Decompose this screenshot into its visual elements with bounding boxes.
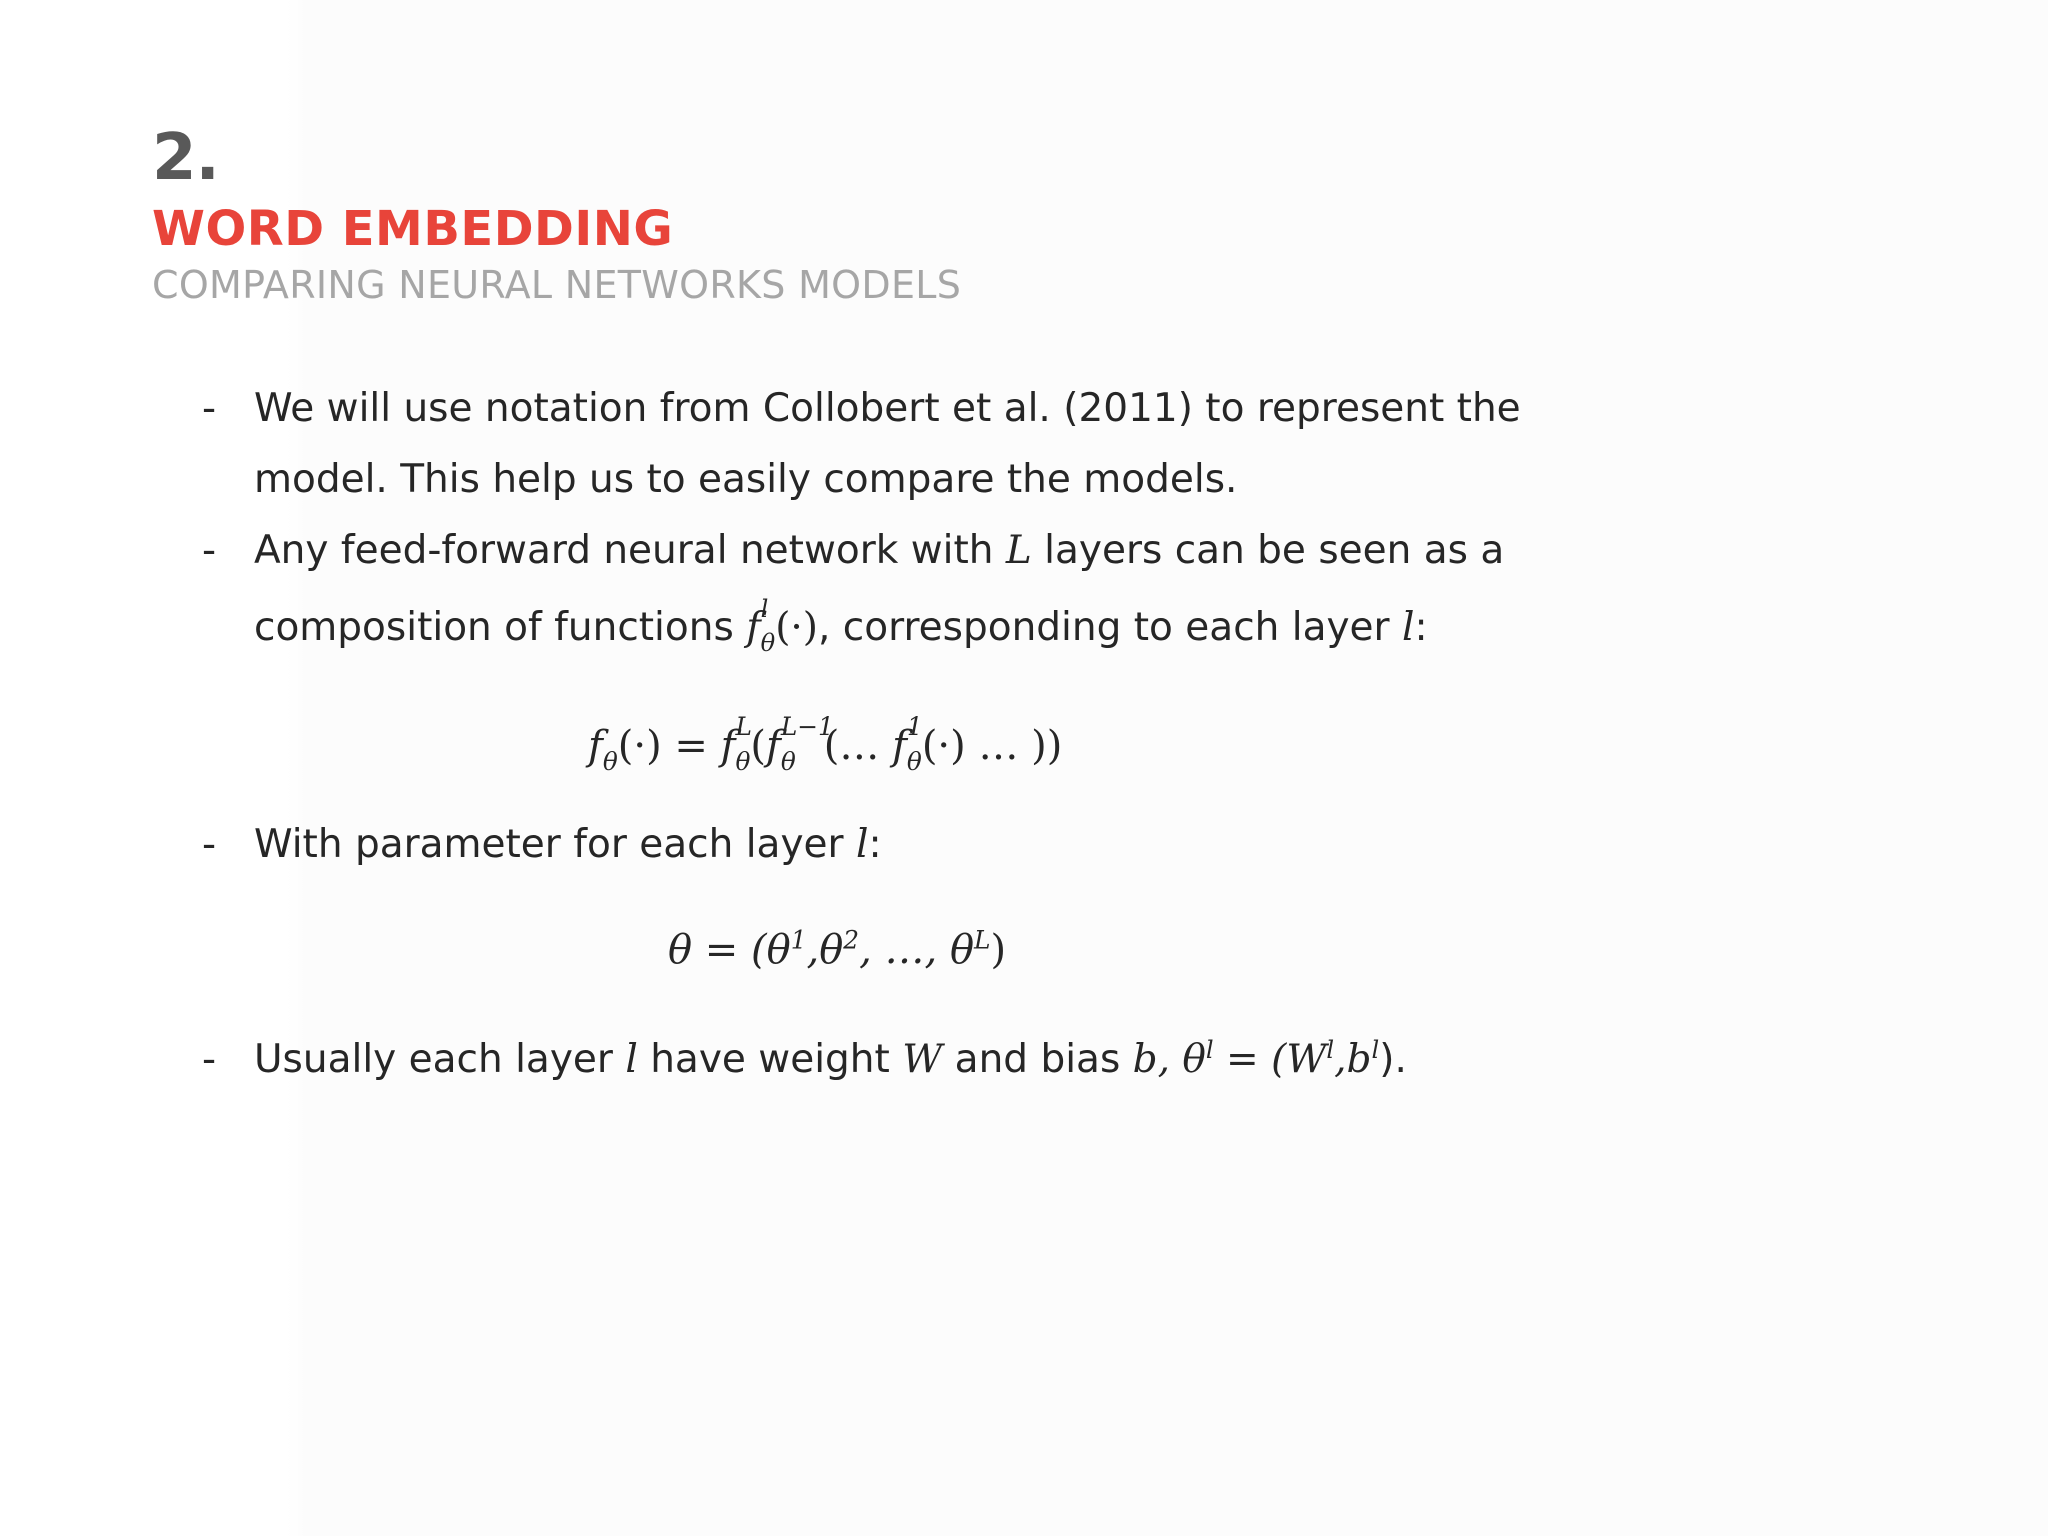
math-var-l: l (855, 822, 869, 867)
math-var-W: W (902, 1037, 943, 1082)
math-sup: 2 (843, 925, 860, 955)
math-f: f (720, 723, 736, 769)
section-title: WORD EMBEDDING (152, 201, 674, 257)
bullet-2-line-1 (254, 515, 1554, 587)
math-text: = (W (1213, 1037, 1327, 1082)
bullet-1-line-2: model. This help us to easily compare the models. (254, 457, 1238, 502)
bullet-dash: - (202, 822, 217, 867)
section-number: 2. (152, 121, 219, 195)
math-sup: l (1326, 1036, 1335, 1064)
equation-parameters (668, 920, 1006, 980)
math-sup: 1 (790, 925, 807, 955)
bullet-4-line (254, 1024, 1554, 1096)
text: have weight (637, 1037, 903, 1082)
math-sup: L (974, 925, 991, 955)
text: ). (1379, 1037, 1407, 1082)
math-f: f (766, 723, 781, 769)
math-var-l: l (625, 1037, 638, 1082)
math-sup: l (1371, 1036, 1380, 1064)
math-text: ,b (1334, 1037, 1372, 1082)
text: : (1414, 605, 1428, 650)
math-text: , …, θ (859, 927, 975, 973)
math-text: ) (990, 927, 1007, 973)
math-arg: (·) … )) (921, 723, 1063, 769)
text: : (868, 822, 882, 867)
math-text: ,θ (806, 927, 844, 973)
math-var-l: l (1402, 605, 1415, 650)
bullet-dash: - (202, 386, 217, 431)
bullet-1-line-1: We will use notation from Collobert et al. (2011) to represent the (254, 386, 1521, 431)
math-sup: l (1205, 1036, 1214, 1064)
text: composition of functions (254, 605, 747, 650)
bullet-dash: - (202, 528, 217, 573)
text: With parameter for each layer (254, 822, 856, 867)
text: Any feed-forward neural network with (254, 528, 1006, 573)
math-arg: (·) (617, 723, 662, 769)
math-f: f (892, 723, 907, 769)
bullet-2-line-2: composition of functions f l θ(·), corresponding to each layer l: (254, 595, 1428, 657)
math-ellipsis: (… (823, 723, 893, 769)
math-f: f (588, 723, 603, 769)
math-text: θ = (θ (668, 927, 791, 973)
math-var-L: L (1005, 528, 1032, 573)
math-func-f: f (746, 605, 761, 650)
text: , corresponding to each layer (818, 605, 1402, 650)
text: layers can be seen as a (1031, 528, 1505, 573)
section-subtitle: COMPARING NEURAL NETWORKS MODELS (152, 263, 962, 307)
math-equals: = (661, 723, 721, 769)
text: Usually each layer (254, 1037, 626, 1082)
bullet-3-line (254, 809, 1554, 881)
equation-composition: fθ(·) = f L θ(f L−1 θ (… f 1 θ(·) … )) (588, 712, 1063, 777)
math-arg: (·) (775, 605, 819, 650)
bullet-dash: - (202, 1037, 217, 1082)
math-text: b, θ (1132, 1037, 1206, 1082)
text: and bias (942, 1037, 1133, 1082)
math-paren: ( (750, 723, 766, 769)
